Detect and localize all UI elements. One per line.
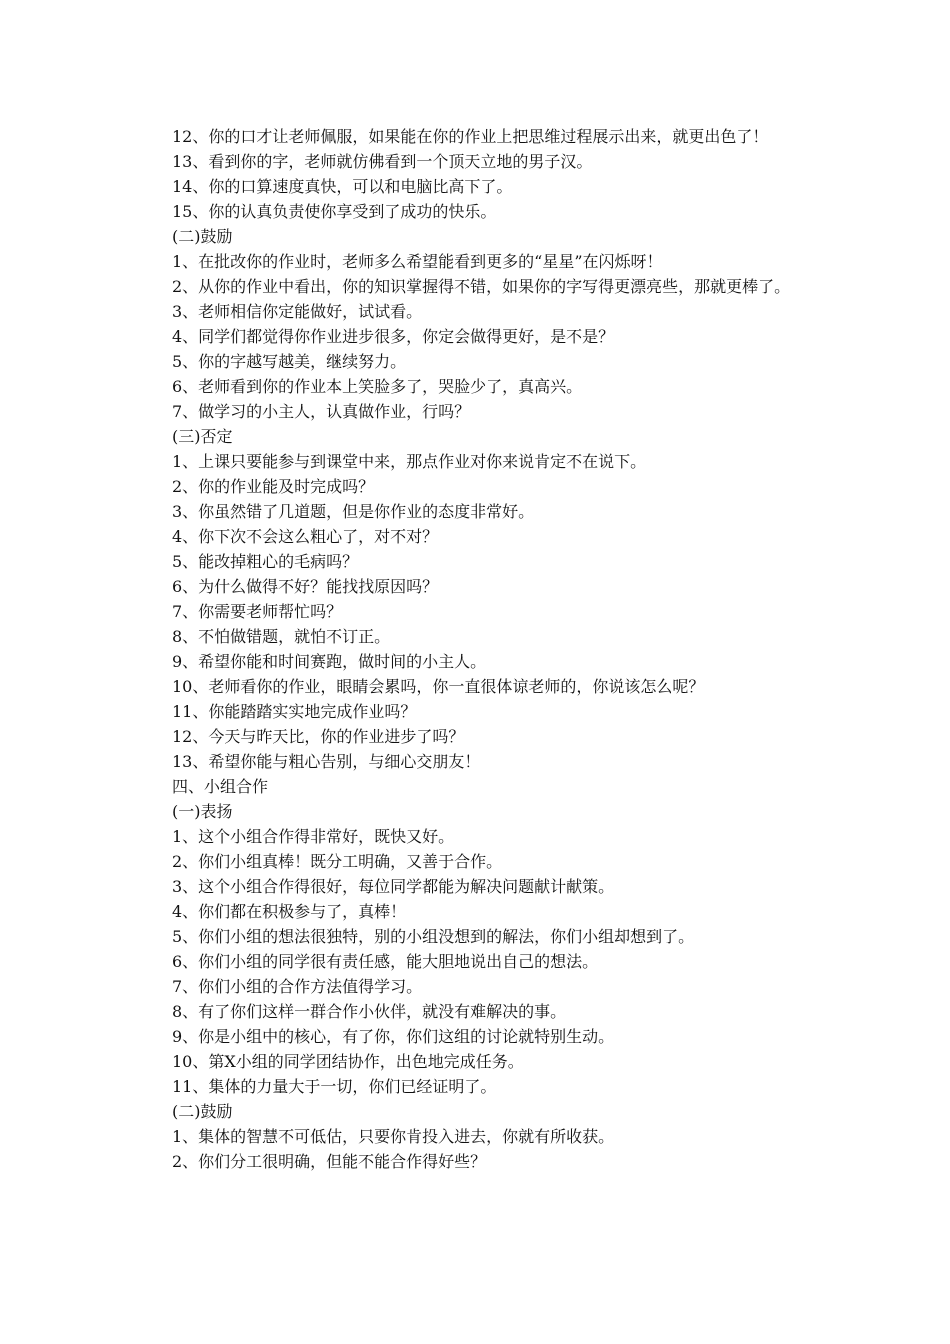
text-line: 6、你们小组的同学很有责任感，能大胆地说出自己的想法。 — [172, 952, 599, 971]
text-line: 1、上课只要能参与到课堂中来，那点作业对你来说肯定不在说下。 — [172, 452, 647, 471]
text-line: 四、小组合作 — [172, 777, 269, 796]
text-line: 1、集体的智慧不可低估，只要你肯投入进去，你就有所收获。 — [172, 1127, 615, 1146]
text-line: 2、你的作业能及时完成吗？ — [172, 477, 375, 496]
text-line: 3、你虽然错了几道题，但是你作业的态度非常好。 — [172, 502, 535, 521]
text-line: (一)表扬 — [172, 802, 233, 821]
text-line: 6、为什么做得不好？能找找原因吗？ — [172, 577, 439, 596]
text-line: 5、能改掉粗心的毛病吗？ — [172, 552, 359, 571]
text-line: 8、有了你们这样一群合作小伙伴，就没有难解决的事。 — [172, 1002, 567, 1021]
text-line: 2、从你的作业中看出，你的知识掌握得不错，如果你的字写得更漂亮些，那就更棒了。 — [172, 277, 791, 296]
text-line: 2、你们小组真棒！既分工明确，又善于合作。 — [172, 852, 503, 871]
text-line: 1、这个小组合作得非常好，既快又好。 — [172, 827, 455, 846]
text-line: 13、看到你的字，老师就仿佛看到一个顶天立地的男子汉。 — [172, 152, 593, 171]
text-line: 10、老师看你的作业，眼睛会累吗，你一直很体谅老师的，你说该怎么呢？ — [172, 677, 705, 696]
text-line: 3、老师相信你定能做好，试试看。 — [172, 302, 423, 321]
text-line: 7、做学习的小主人，认真做作业，行吗？ — [172, 402, 471, 421]
text-line: 12、你的口才让老师佩服，如果能在你的作业上把思维过程展示出来，就更出色了！ — [172, 127, 769, 146]
text-line: 7、你们小组的合作方法值得学习。 — [172, 977, 423, 996]
text-line: 14、你的口算速度真快，可以和电脑比高下了。 — [172, 177, 513, 196]
text-line: 2、你们分工很明确，但能不能合作得好些？ — [172, 1152, 487, 1171]
text-line: 13、希望你能与粗心告别，与细心交朋友！ — [172, 752, 481, 771]
text-line: 4、你下次不会这么粗心了，对不对？ — [172, 527, 439, 546]
text-line: (三)否定 — [172, 427, 233, 446]
text-line: 12、今天与昨天比，你的作业进步了吗？ — [172, 727, 465, 746]
text-line: 15、你的认真负责使你享受到了成功的快乐。 — [172, 202, 497, 221]
text-line: 10、第X小组的同学团结协作，出色地完成任务。 — [172, 1052, 524, 1071]
text-line: 4、你们都在积极参与了，真棒！ — [172, 902, 407, 921]
text-line: 8、不怕做错题，就怕不订正。 — [172, 627, 391, 646]
text-line: (二)鼓励 — [172, 1102, 233, 1121]
text-line: 11、集体的力量大于一切，你们已经证明了。 — [172, 1077, 497, 1096]
text-line: 11、你能踏踏实实地完成作业吗？ — [172, 702, 417, 721]
text-line: 9、你是小组中的核心，有了你，你们这组的讨论就特别生动。 — [172, 1027, 615, 1046]
text-line: 5、你的字越写越美，继续努力。 — [172, 352, 407, 371]
text-line: 4、同学们都觉得你作业进步很多，你定会做得更好，是不是？ — [172, 327, 615, 346]
text-line: 5、你们小组的想法很独特，别的小组没想到的解法，你们小组却想到了。 — [172, 927, 695, 946]
text-line: 3、这个小组合作得很好，每位同学都能为解决问题献计献策。 — [172, 877, 615, 896]
text-line: 7、你需要老师帮忙吗？ — [172, 602, 343, 621]
text-line: 9、希望你能和时间赛跑，做时间的小主人。 — [172, 652, 487, 671]
text-line: 6、老师看到你的作业本上笑脸多了，哭脸少了，真高兴。 — [172, 377, 583, 396]
text-line: 1、在批改你的作业时，老师多么希望能看到更多的“星星”在闪烁呀！ — [172, 252, 663, 271]
document-body — [146, 124, 810, 1174]
text-line: (二)鼓励 — [172, 227, 233, 246]
